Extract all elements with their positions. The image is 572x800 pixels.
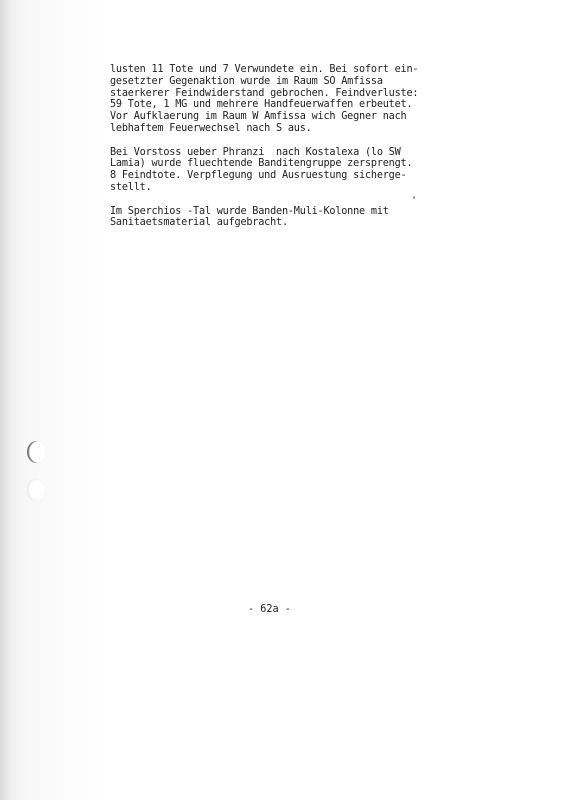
page-number: - 62a -: [248, 604, 291, 615]
punch-hole-upper: [27, 441, 45, 463]
punch-hole-lower: [27, 479, 45, 501]
text-line: Lamia) wurde fluechtende Banditengruppe zersprengt.: [110, 158, 413, 170]
paragraph-sperchios: [110, 206, 550, 230]
text-line: Im Sperchios -Tal wurde Banden-Muli-Kolonne mit: [110, 205, 389, 217]
ink-speck: [413, 196, 415, 199]
text-line: 8 Feindtote. Verpflegung und Ausruestung sicherge-: [110, 170, 407, 182]
text-line: staerkerer Feindwiderstand gebrochen. Feindverluste:: [110, 87, 419, 99]
text-line: Sanitaetsmaterial aufgebracht.: [110, 217, 288, 229]
text-line: Bei Vorstoss ueber Phranzi nach Kostalexa (lo SW: [110, 146, 401, 158]
text-line: lebhaftem Feuerwechsel nach S aus.: [110, 122, 312, 134]
paragraph-advance: [110, 147, 550, 194]
text-line: gesetzter Gegenaktion wurde im Raum SO Amfissa: [110, 75, 383, 87]
text-line: Vor Aufklaerung im Raum W Amfissa wich Gegner nach: [110, 111, 407, 123]
paragraph-casualties: [110, 64, 550, 135]
text-line: stellt.: [110, 181, 152, 193]
typewritten-text: [110, 64, 550, 241]
text-line: 59 Tote, 1 MG und mehrere Handfeuerwaffen erbeutet.: [110, 99, 413, 111]
text-line: lusten 11 Tote und 7 Verwundete ein. Bei sofort ein-: [110, 64, 419, 75]
